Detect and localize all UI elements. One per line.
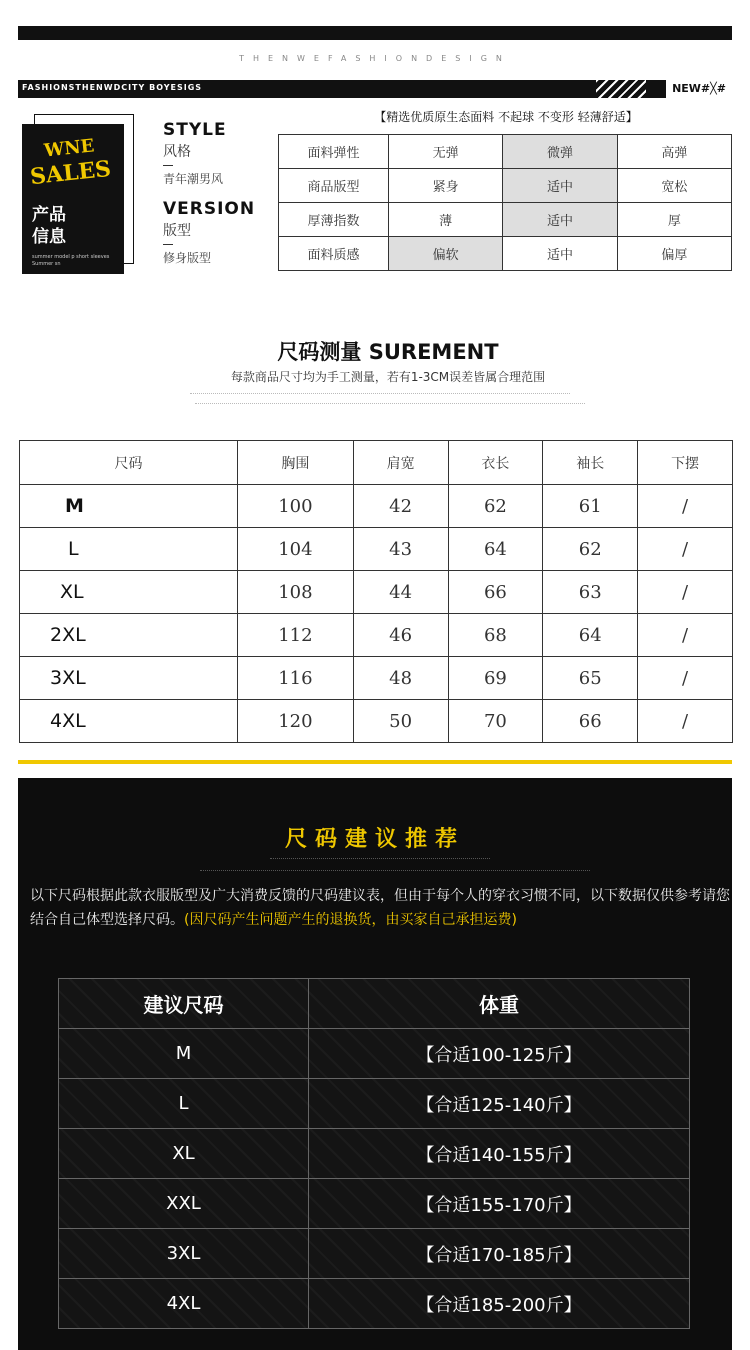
size-cell: XL bbox=[59, 1129, 309, 1179]
weight-cell: 【合适170-185斤】 bbox=[309, 1229, 690, 1279]
top-bar bbox=[18, 26, 732, 40]
weight-cell: 【合适140-155斤】 bbox=[309, 1129, 690, 1179]
size-cell: XXL bbox=[59, 1179, 309, 1229]
fabric-row bbox=[279, 169, 732, 203]
header-band bbox=[18, 80, 732, 98]
value-cell: 68 bbox=[448, 614, 543, 657]
value-cell: 65 bbox=[543, 657, 638, 700]
value-cell: 43 bbox=[353, 528, 448, 571]
header-cell: 肩宽 bbox=[353, 441, 448, 485]
fabric-label: 面料质感 bbox=[279, 237, 389, 271]
size-table bbox=[19, 440, 733, 743]
value-cell: 42 bbox=[353, 485, 448, 528]
fine-print-line bbox=[200, 870, 590, 871]
band-left-text: FASHIONSTHENWDCITY BOYESIGS bbox=[22, 83, 203, 92]
size-cell: M bbox=[20, 485, 238, 528]
header-cell: 衣长 bbox=[448, 441, 543, 485]
product-info-box bbox=[22, 114, 136, 276]
value-cell: / bbox=[638, 571, 733, 614]
fine-print-line bbox=[270, 858, 490, 859]
stripe-decoration bbox=[596, 80, 646, 98]
fabric-row bbox=[279, 203, 732, 237]
fabric-option: 厚 bbox=[617, 203, 731, 237]
table-row bbox=[20, 485, 733, 528]
yellow-divider bbox=[18, 760, 732, 764]
table-row bbox=[59, 1079, 690, 1129]
value-cell: 100 bbox=[238, 485, 354, 528]
value-cell: 61 bbox=[543, 485, 638, 528]
header-cell: 下摆 bbox=[638, 441, 733, 485]
tiny-text: summer model p short sleeves Summer sn bbox=[32, 254, 110, 267]
fabric-option: 偏厚 bbox=[617, 237, 731, 271]
fabric-row bbox=[279, 135, 732, 169]
table-row bbox=[59, 1229, 690, 1279]
recommend-note bbox=[30, 884, 730, 932]
weight-cell: 【合适125-140斤】 bbox=[309, 1079, 690, 1129]
header-cell: 体重 bbox=[309, 979, 690, 1029]
size-table-header bbox=[20, 441, 733, 485]
fine-print-line bbox=[190, 393, 570, 395]
table-row bbox=[20, 657, 733, 700]
value-cell: 70 bbox=[448, 700, 543, 743]
size-cell: L bbox=[59, 1079, 309, 1129]
size-cell: 2XL bbox=[20, 614, 238, 657]
value-cell: 48 bbox=[353, 657, 448, 700]
value-cell: 116 bbox=[238, 657, 354, 700]
fabric-table bbox=[278, 134, 732, 271]
value-cell: / bbox=[638, 485, 733, 528]
divider bbox=[163, 165, 173, 166]
value-cell: 50 bbox=[353, 700, 448, 743]
style-zh: 风格 bbox=[163, 144, 191, 160]
value-cell: 62 bbox=[448, 485, 543, 528]
fabric-title: 【精选优质原生态面料 不起球 不变形 轻薄舒适】 bbox=[374, 110, 638, 124]
value-cell: 108 bbox=[238, 571, 354, 614]
fabric-option-selected: 偏软 bbox=[389, 237, 503, 271]
weight-cell: 【合适185-200斤】 bbox=[309, 1279, 690, 1329]
value-cell: / bbox=[638, 614, 733, 657]
recommend-note-main: 以下尺码根据此款衣服版型及广大消费反馈的尺码建议表，但由于每个人的穿衣习惯不同，以下数据仅供参考请您结合自己体型选择尺码。 bbox=[30, 888, 730, 928]
table-row bbox=[59, 1129, 690, 1179]
table-row bbox=[20, 571, 733, 614]
product-info-line2: 信息 bbox=[32, 227, 66, 247]
size-cell: 3XL bbox=[59, 1229, 309, 1279]
size-cell: M bbox=[59, 1029, 309, 1079]
version-en: VERSION bbox=[163, 199, 256, 219]
header-cell: 建议尺码 bbox=[59, 979, 309, 1029]
value-cell: 112 bbox=[238, 614, 354, 657]
fabric-option: 适中 bbox=[503, 237, 617, 271]
value-cell: 63 bbox=[543, 571, 638, 614]
value-cell: 69 bbox=[448, 657, 543, 700]
table-row bbox=[59, 1029, 690, 1079]
size-cell: 3XL bbox=[20, 657, 238, 700]
recommend-table bbox=[58, 978, 690, 1329]
measure-subtitle: 每款商品尺寸均为手工测量，若有1-3CM误差皆属合理范围 bbox=[230, 370, 546, 384]
fabric-option-selected: 微弹 bbox=[503, 135, 617, 169]
product-info-label bbox=[32, 204, 66, 248]
box-front bbox=[22, 124, 124, 274]
band-right-text: NEW#╳# bbox=[666, 80, 732, 98]
wne-logo: WNE bbox=[43, 135, 96, 162]
header-cell: 胸围 bbox=[238, 441, 354, 485]
fabric-label: 厚薄指数 bbox=[279, 203, 389, 237]
value-cell: 44 bbox=[353, 571, 448, 614]
table-row bbox=[59, 1179, 690, 1229]
style-en: STYLE bbox=[163, 120, 227, 140]
fabric-option: 宽松 bbox=[617, 169, 731, 203]
header-cell: 尺码 bbox=[20, 441, 238, 485]
value-cell: / bbox=[638, 528, 733, 571]
fabric-option: 紧身 bbox=[389, 169, 503, 203]
value-cell: 46 bbox=[353, 614, 448, 657]
divider bbox=[163, 244, 173, 245]
recommend-note-highlight: (因尺码产生问题产生的退换货，由买家自己承担运费) bbox=[184, 912, 517, 928]
size-cell: 4XL bbox=[20, 700, 238, 743]
value-cell: 104 bbox=[238, 528, 354, 571]
product-info-line1: 产品 bbox=[32, 205, 66, 225]
value-cell: / bbox=[638, 657, 733, 700]
style-value: 青年潮男风 bbox=[163, 172, 224, 186]
fabric-option-selected: 适中 bbox=[503, 169, 617, 203]
value-cell: 66 bbox=[543, 700, 638, 743]
table-row bbox=[20, 614, 733, 657]
weight-cell: 【合适155-170斤】 bbox=[309, 1179, 690, 1229]
size-cell: 4XL bbox=[59, 1279, 309, 1329]
version-zh: 版型 bbox=[163, 223, 191, 239]
value-cell: 66 bbox=[448, 571, 543, 614]
size-cell: XL bbox=[20, 571, 238, 614]
value-cell: 120 bbox=[238, 700, 354, 743]
fine-print-line bbox=[195, 403, 585, 405]
fabric-option: 高弹 bbox=[617, 135, 731, 169]
version-value: 修身版型 bbox=[163, 251, 212, 265]
fabric-option: 无弹 bbox=[389, 135, 503, 169]
value-cell: 64 bbox=[448, 528, 543, 571]
header-cell: 袖长 bbox=[543, 441, 638, 485]
value-cell: / bbox=[638, 700, 733, 743]
table-row bbox=[20, 528, 733, 571]
table-row bbox=[20, 700, 733, 743]
fabric-row bbox=[279, 237, 732, 271]
size-cell: L bbox=[20, 528, 238, 571]
fabric-label: 商品版型 bbox=[279, 169, 389, 203]
table-row bbox=[59, 1279, 690, 1329]
style-version-column bbox=[163, 120, 273, 266]
recommend-title: 尺码建议推荐 bbox=[284, 827, 465, 852]
value-cell: 64 bbox=[543, 614, 638, 657]
recommend-table-header bbox=[59, 979, 690, 1029]
sales-logo: SALES bbox=[28, 155, 113, 191]
measure-title: 尺码测量 SUREMENT bbox=[277, 340, 499, 364]
weight-cell: 【合适100-125斤】 bbox=[309, 1029, 690, 1079]
value-cell: 62 bbox=[543, 528, 638, 571]
fabric-option: 薄 bbox=[389, 203, 503, 237]
fabric-option-selected: 适中 bbox=[503, 203, 617, 237]
fabric-label: 面料弹性 bbox=[279, 135, 389, 169]
brand-line: THENWEFASHIONDESIGN bbox=[239, 54, 511, 63]
